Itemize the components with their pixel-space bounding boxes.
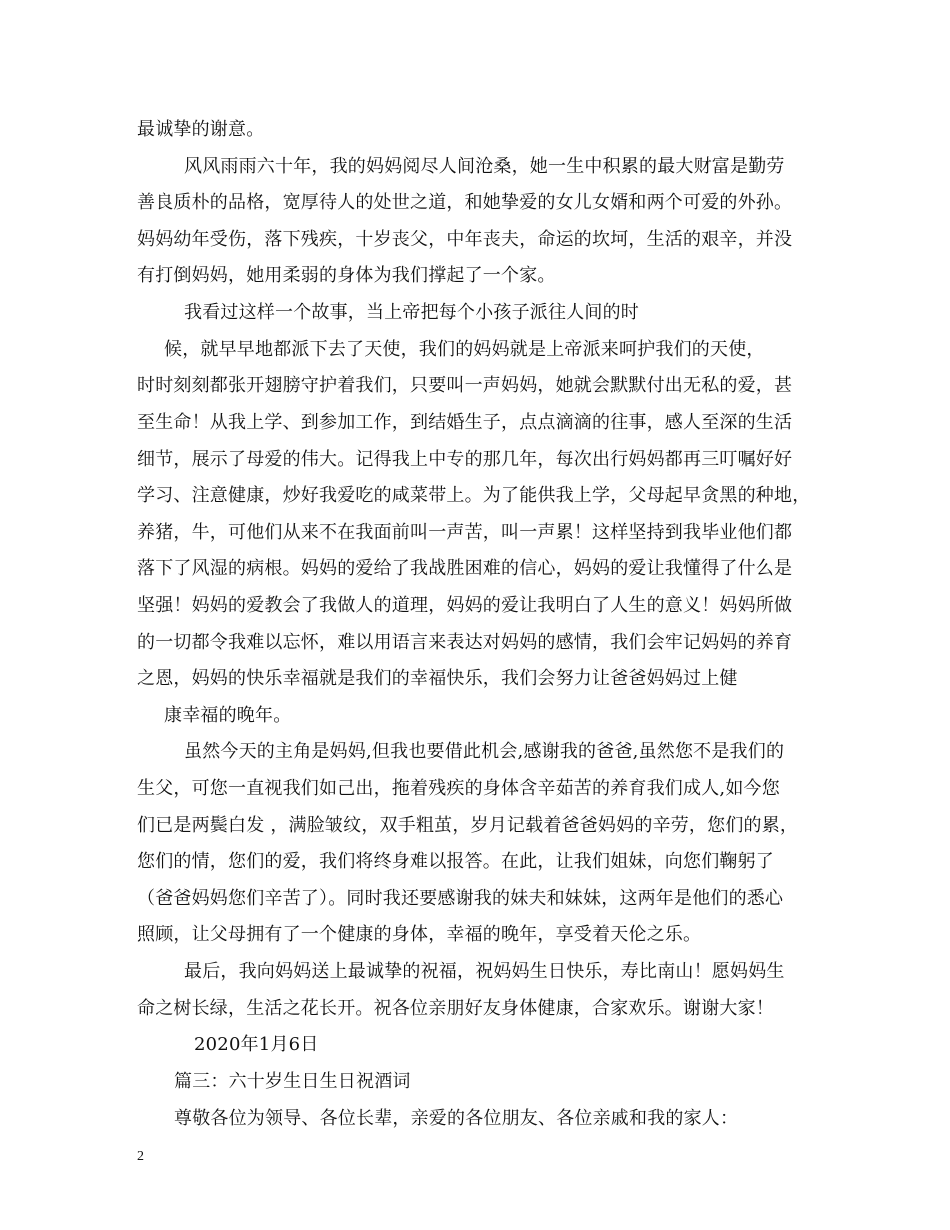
text-line: 们已是两鬓白发 ，满脸皱纹，双手粗茧，岁月记载着爸爸妈妈的辛劳，您们的累， [137, 815, 799, 836]
text-line: 您们的情，您们的爱，我们将终身难以报答。在此，让我们姐妹，向您们鞠躬了 [137, 851, 774, 872]
text-line: （爸爸妈妈您们辛苦了）。同时我还要感谢我的妹夫和妹妹，这两年是他们的悉心 [137, 888, 784, 909]
text-line: 生父，可您一直视我们如己出，拖着残疾的身体含辛茹苦的养育我们成人,如今您 [137, 778, 780, 799]
text-line: 最诚挚的谢意。 [137, 119, 265, 140]
text-line: 有打倒妈妈，她用柔弱的身体为我们撑起了一个家。 [137, 265, 556, 286]
date-line: 2020年1月6日 [194, 1034, 319, 1055]
text-line: 妈妈幼年受伤，落下残疾，十岁丧父，中年丧夫，命运的坎坷，生活的艰辛，并没 [137, 229, 793, 250]
text-line: 时时刻刻都张开翅膀守护着我们，只要叫一声妈妈，她就会默默付出无私的爱，甚 [137, 375, 793, 396]
page-number: 2 [137, 1149, 144, 1164]
text-line: 坚强！妈妈的爱教会了我做人的道理，妈妈的爱让我明白了人生的意义！妈妈所做 [137, 595, 793, 616]
section-heading: 篇三：六十岁生日生日祝酒词 [174, 1071, 411, 1092]
text-line: 康幸福的晚年。 [164, 705, 292, 726]
text-line: 照顾，让父母拥有了一个健康的身体，幸福的晚年，享受着天伦之乐。 [137, 924, 702, 945]
paragraph-start-line: 我看过这样一个故事，当上帝把每个小孩子派往人间的时 [184, 302, 639, 323]
text-line: 细节，展示了母爱的伟大。记得我上中专的那几年，每次出行妈妈都再三叮嘱好好 [137, 449, 793, 470]
paragraph-start-line: 虽然今天的主角是妈妈,但我也要借此机会,感谢我的爸爸,虽然您不是我们的 [184, 741, 785, 762]
paragraph-start-line: 风风雨雨六十年，我的妈妈阅尽人间沧桑，她一生中积累的最大财富是勤劳 [184, 156, 785, 177]
text-line: 学习、注意健康，炒好我爱吃的咸菜带上。为了能供我上学，父母起早贪黑的种地， [137, 485, 811, 506]
text-line: 的一切都令我难以忘怀，难以用语言来表达对妈妈的感情，我们会牢记妈妈的养育 [137, 632, 793, 653]
text-line: 落下了风湿的病根。妈妈的爱给了我战胜困难的信心，妈妈的爱让我懂得了什么是 [137, 558, 793, 579]
text-line: 之恩，妈妈的快乐幸福就是我们的幸福快乐，我们会努力让爸爸妈妈过上健 [137, 668, 738, 689]
text-line: 候，就早早地都派下去了天使，我们的妈妈就是上帝派来呵护我们的天使， [164, 339, 765, 360]
text-line: 至生命！从我上学、到参加工作，到结婚生子，点点滴滴的往事，感人至深的生活 [137, 412, 793, 433]
text-line: 养猪，牛，可他们从来不在我面前叫一声苦，叫一声累！这样坚持到我毕业他们都 [137, 522, 793, 543]
text-line: 命之树长绿，生活之花长开。祝各位亲朋好友身体健康，合家欢乐。谢谢大家！ [137, 998, 774, 1019]
text-line: 善良质朴的品格，宽厚待人的处世之道，和她挚爱的女儿女婿和两个可爱的外孙。 [137, 192, 793, 213]
paragraph-start-line: 最后，我向妈妈送上最诚挚的祝福，祝妈妈生日快乐，寿比南山！愿妈妈生 [184, 961, 785, 982]
salutation-line: 尊敬各位为领导、各位长辈，亲爱的各位朋友、各位亲戚和我的家人： [174, 1108, 739, 1129]
